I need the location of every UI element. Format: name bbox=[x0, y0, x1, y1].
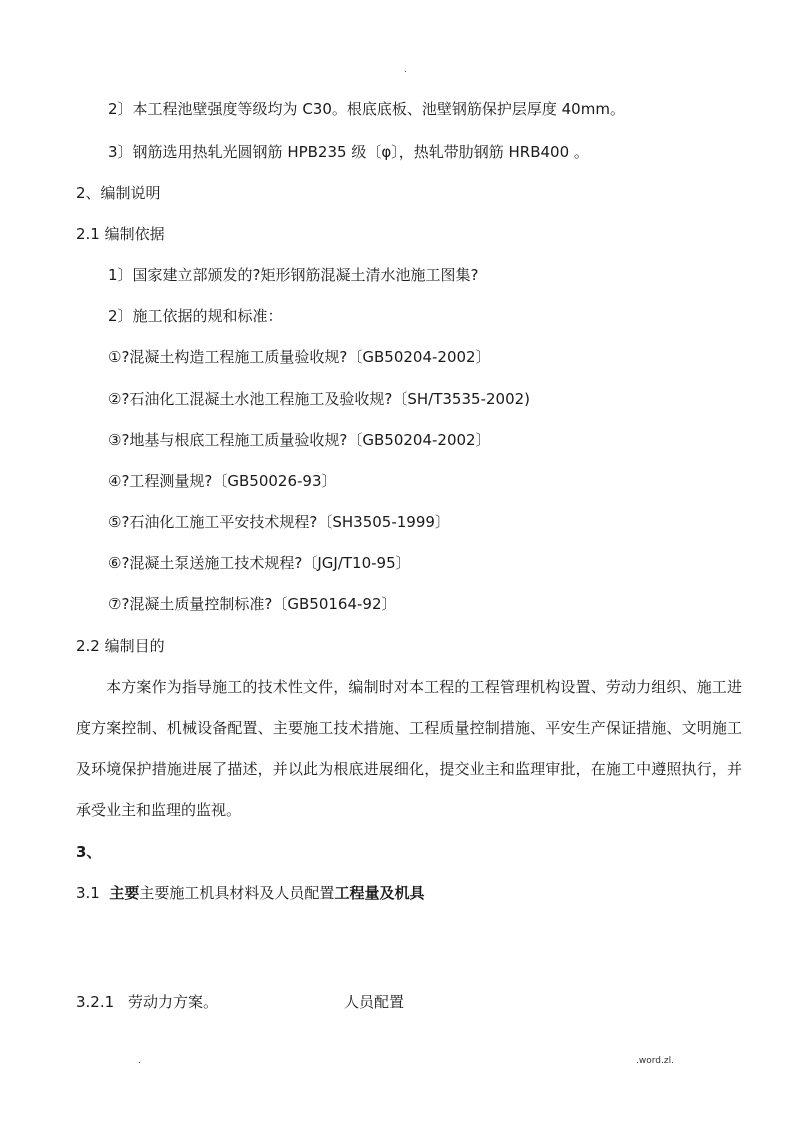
header-mark: . bbox=[404, 65, 407, 75]
purpose-text: 本方案作为指导施工的技术性文件，编制时对本工程的工程管理机构设置、劳动力组织、施工进度方案控制、机械设备配置、主要施工技术措施、工程质量控制措施、平安生产保证措施、文明施工及环境保护措施进展了描述，并以此为根底进展细化，提交业主和监理审批，在施工中遵照执行，并承受业主和监理的监视。 bbox=[76, 678, 742, 819]
spec-line-concrete: 2〕本工程池壁强度等级均为 C30。根底底板、池壁钢筋保护层厚度 40mm。 bbox=[108, 100, 625, 118]
footer-right-mark: .word.zl. bbox=[636, 1056, 674, 1066]
standard-item-1: ①?混凝土构造工程施工质量验收规?〔GB50204-2002〕 bbox=[108, 348, 491, 366]
heading-3-1-bold-start: 主要 bbox=[109, 884, 140, 902]
spec-line-rebar: 3〕钢筋选用热轧光圆钢筋 HPB235 级〔φ〕，热轧带肋钢筋 HRB400 。 bbox=[108, 143, 589, 161]
standard-item-3: ③?地基与根底工程施工质量验收规?〔GB50204-2002〕 bbox=[108, 431, 491, 449]
section-heading-2-2: 2.2 编制目的 bbox=[76, 637, 165, 655]
standard-item-7: ⑦?混凝土质量控制标准?〔GB50164-92〕 bbox=[108, 595, 397, 613]
standard-item-4: ④?工程测量规?〔GB50026-93〕 bbox=[108, 472, 337, 490]
heading-3-1-bold-end: 工程量及机具 bbox=[334, 884, 425, 902]
section-heading-3: 3、 bbox=[76, 843, 102, 861]
section-heading-2: 2、编制说明 bbox=[76, 184, 161, 202]
heading-3-1-middle: 主要施工机具材料及人员配置 bbox=[139, 884, 335, 902]
staffing-label: 人员配置 bbox=[344, 993, 405, 1011]
footer-left-mark: . bbox=[138, 1056, 141, 1066]
standard-item-2: ②?石油化工混凝土水池工程施工及验收规?〔SH/T3535-2002) bbox=[108, 390, 531, 408]
basis-line-2: 2〕施工依据的规和标准： bbox=[108, 307, 283, 325]
section-heading-3-1 bbox=[76, 883, 424, 903]
section-heading-3-2-1-text: 劳动力方案。 bbox=[128, 993, 219, 1011]
section-heading-2-1: 2.1 编制依据 bbox=[76, 225, 165, 243]
basis-line-1: 1〕国家建立部颁发的?矩形钢筋混凝土清水池施工图集? bbox=[108, 266, 479, 284]
standard-item-6: ⑥?混凝土泵送施工技术规程?〔JGJ/T10-95〕 bbox=[108, 554, 411, 572]
section-heading-3-2-1-number: 3.2.1 bbox=[76, 993, 115, 1011]
standard-item-5: ⑤?石油化工施工平安技术规程?〔SH3505-1999〕 bbox=[108, 513, 450, 531]
heading-3-1-number: 3.1 bbox=[76, 884, 100, 902]
purpose-paragraph bbox=[76, 667, 742, 831]
